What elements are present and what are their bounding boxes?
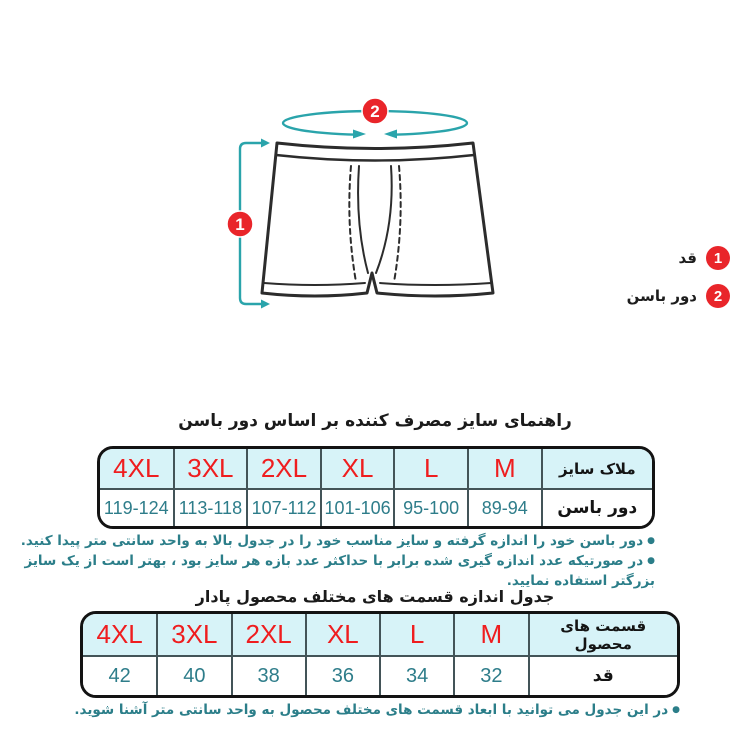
size-header: L (394, 449, 468, 489)
legend-1-label: قد (678, 249, 697, 267)
length-value: 38 (232, 656, 306, 695)
size-header: 2XL (247, 449, 321, 489)
hip-range: 101-106 (321, 489, 395, 526)
legend-2-badge: 2 (706, 284, 730, 308)
size-criterion-header: ملاک سایز (542, 449, 652, 489)
length-value: 36 (306, 656, 380, 695)
product-parts-table (80, 611, 680, 698)
hip-row-label: دور باسن (542, 489, 652, 526)
legend-item-height (550, 246, 730, 270)
boxer-shorts-diagram (210, 92, 510, 317)
size-header: XL (321, 449, 395, 489)
hip-range: 119-124 (100, 489, 174, 526)
diagram-legend (550, 246, 730, 322)
size-guide-notes (15, 531, 655, 591)
size-guide-table (97, 446, 655, 529)
size-header: M (468, 449, 542, 489)
shorts-drawing (262, 143, 493, 296)
marker-2-badge (362, 98, 388, 124)
svg-text:1: 1 (235, 215, 245, 234)
size-header: 3XL (174, 449, 248, 489)
marker-1-badge (227, 211, 253, 237)
hip-range: 107-112 (247, 489, 321, 526)
hip-range: 113-118 (174, 489, 248, 526)
svg-text:2: 2 (370, 102, 380, 121)
size-header-row (100, 449, 652, 489)
length-value: 40 (157, 656, 231, 695)
hip-range: 95-100 (394, 489, 468, 526)
note-line: ●در این جدول می توانید با ابعاد قسمت های مختلف محصول به واحد سانتی متر آشنا شوید. (74, 702, 680, 718)
hip-range: 89-94 (468, 489, 542, 526)
legend-1-badge: 1 (706, 246, 730, 270)
legend-item-hip (550, 284, 730, 308)
size-header: L (380, 614, 454, 656)
product-table-note (15, 700, 680, 720)
length-value: 42 (83, 656, 157, 695)
bullet-icon: ● (647, 556, 655, 566)
size-header-row (83, 614, 677, 656)
legend-2-label: دور باسن (626, 287, 697, 305)
size-guide-title: راهنمای سایز مصرف کننده بر اساس دور باسن (178, 411, 572, 431)
size-header: M (454, 614, 528, 656)
size-header: 4XL (83, 614, 157, 656)
note-line: ●در صورتیکه عدد اندازه گیری شده برابر با حداکثر عدد بازه هر سایز بود ، بهتر است از یک سایز بزرگتر استفاده نمایید. (24, 553, 655, 589)
bullet-icon: ● (672, 705, 680, 715)
product-parts-header: قسمت های محصول (529, 614, 678, 656)
bullet-icon: ● (647, 536, 655, 546)
size-header: XL (306, 614, 380, 656)
length-row-label: قد (529, 656, 678, 695)
size-header: 4XL (100, 449, 174, 489)
size-header: 3XL (157, 614, 231, 656)
product-table-title: جدول اندازه قسمت های مختلف محصول پادار (195, 587, 555, 606)
size-header: 2XL (232, 614, 306, 656)
length-values-row (83, 656, 677, 695)
hip-values-row (100, 489, 652, 526)
length-value: 34 (380, 656, 454, 695)
length-value: 32 (454, 656, 528, 695)
note-line: ●دور باسن خود را اندازه گرفته و سایز مناسب خود را در جدول بالا به واحد سانتی متر پیدا کنید. (20, 533, 655, 549)
